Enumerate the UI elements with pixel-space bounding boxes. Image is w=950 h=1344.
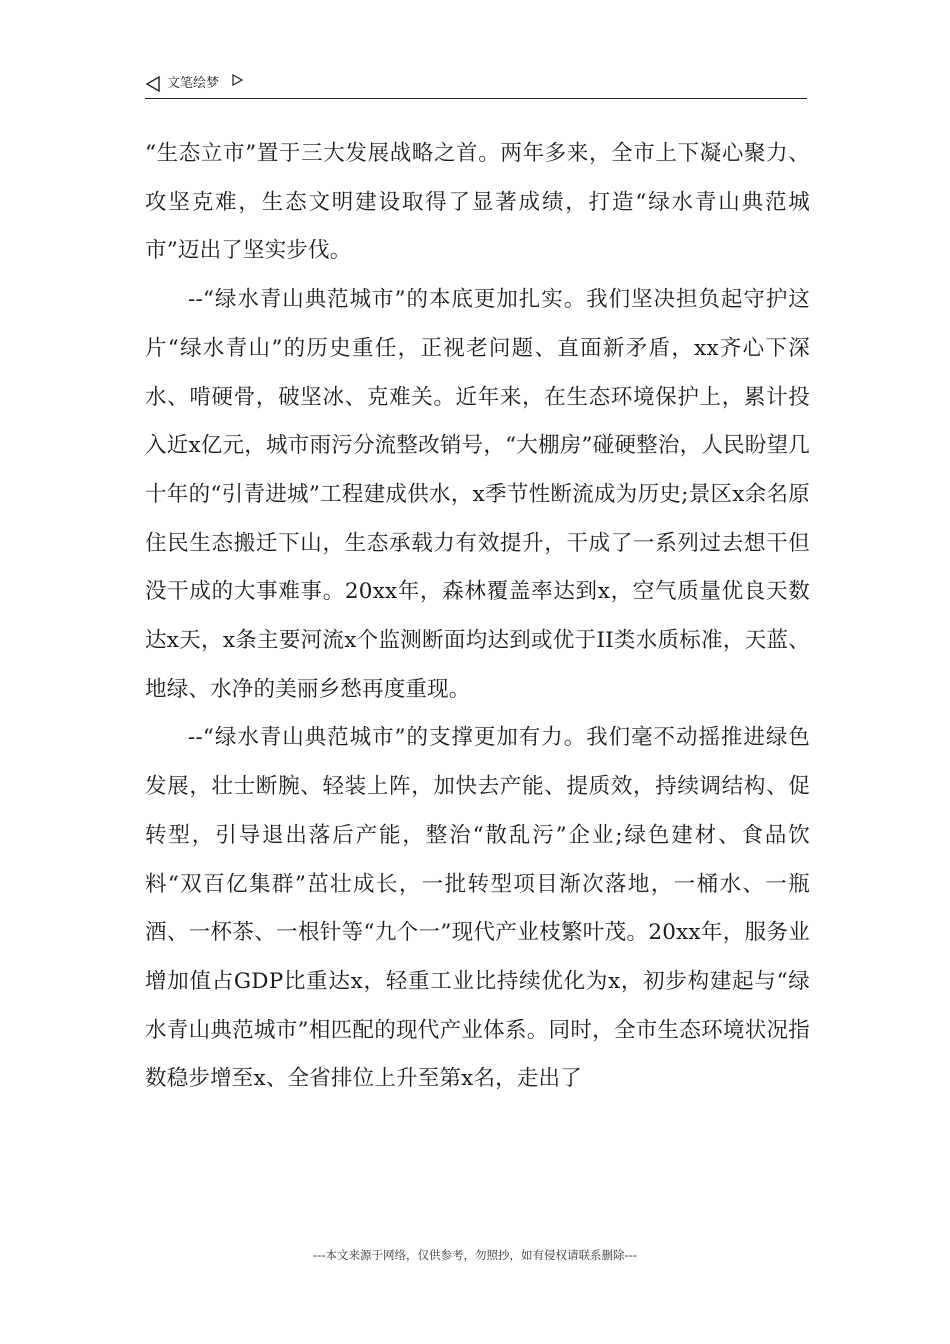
paragraph-ecology-foundation: --“绿水青山典范城市”的本底更加扎实。我们坚决担负起守护这片“绿水青山”的历史重任，正视老问题、直面新矛盾，xx齐心下深水、啃硬骨，破坚冰、克难关。近年来，在生态环境保护上，累计投入近x亿元，城市雨污分流整改销号，“大棚房”碰硬整治，人民盼望几十年的“引青进城”工程建成供水，x季节性断流成为历史;景区x余名原住民生态搬迁下山，生态承载力有效提升，干成了一系列过去想干但没干成的大事难事。20xx年，森林覆盖率达到x，空气质量优良天数达x天，x条主要河流x个监测断面均达到或优于II类水质标准，天蓝、地绿、水净的美丽乡愁再度重现。 <box>145 287 810 702</box>
triangle-right-outline-icon <box>231 74 243 86</box>
triangle-left-outline-icon <box>145 76 161 92</box>
footer-disclaimer: ---本文来源于网络，仅供参考，勿照抄，如有侵权请联系删除--- <box>313 1248 637 1262</box>
page-header <box>145 72 807 99</box>
paragraph-intro: “生态立市”置于三大发展战略之首。两年多来，全市上下凝心聚力、攻坚克难，生态文明建设取得了显著成绩，打造“绿水青山典范城市”迈出了坚实步伐。 <box>145 141 810 264</box>
header-brand: 文笔绘梦 <box>167 76 220 91</box>
document-body <box>145 130 810 1104</box>
paragraph-green-development: --“绿水青山典范城市”的支撑更加有力。我们毫不动摇推进绿色发展，壮士断腕、轻装上阵，加快去产能、提质效，持续调结构、促转型，引导退出落后产能，整治“散乱污”企业;绿色建材、食品饮料“双百亿集群”茁壮成长，一批转型项目渐次落地，一桶水、一瓶酒、一杯茶、一根针等“九个一”现代产业枝繁叶茂。20xx年，服务业增加值占GDP比重达x，轻重工业比持续优化为x，初步构建起与“绿水青山典范城市”相匹配的现代产业体系。同时，全市生态环境状况指数稳步增至x、全省排位上升至第x名，走出了 <box>145 725 810 1092</box>
